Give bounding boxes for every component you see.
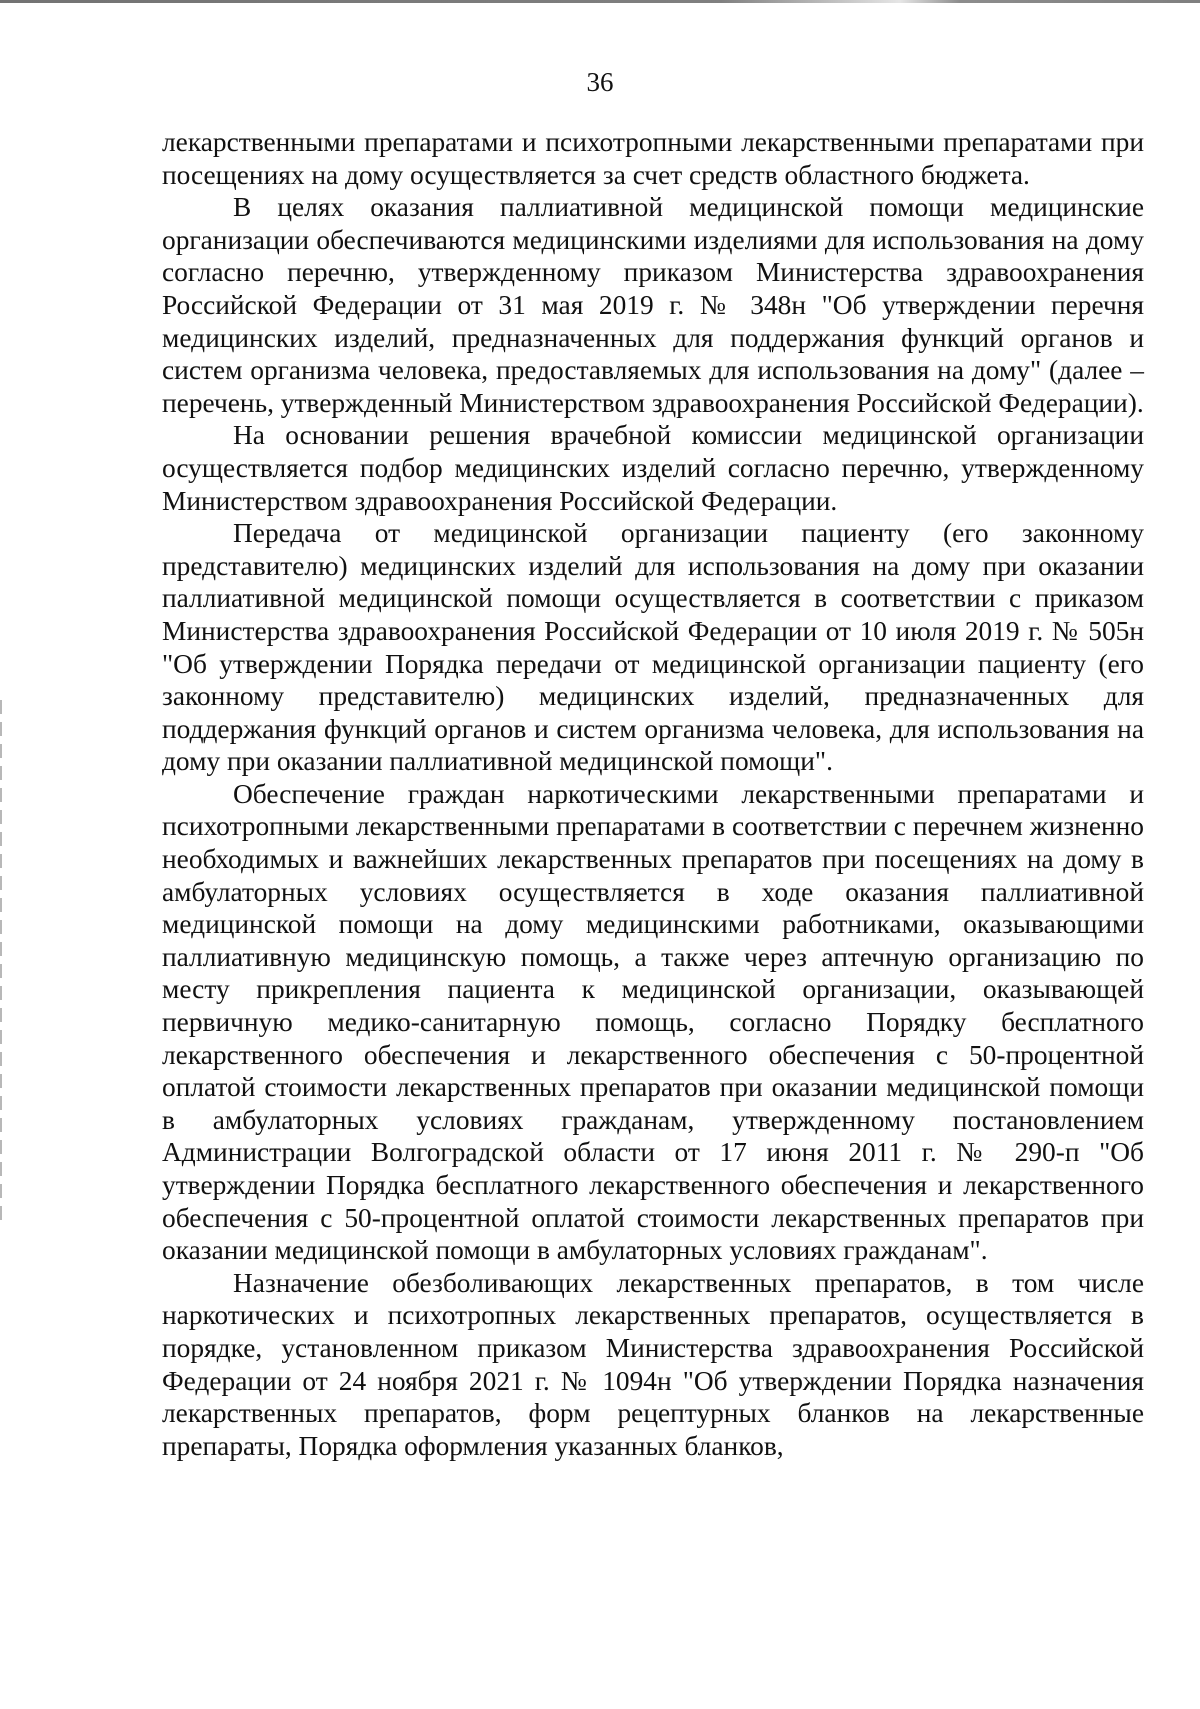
paragraph-analgesic-prescription: Назначение обезболивающих лекарственных препаратов, в том числе наркотических и психотропных лекарственных препаратов, осуществляется в порядке, установленном приказом Министерства здравоохранения Российской Федерации от 24 ноября 2021 г. № 1094н "Об утверждении Порядка назначения лекарственных препаратов, форм рецептурных бланков на лекарственные препараты, Порядка оформления указанных бланков, [162, 1267, 1144, 1461]
page-number: 36 [586, 67, 614, 97]
document-body [162, 126, 1144, 1462]
paragraph-device-transfer-to-patient: Передача от медицинской организации пациенту (его законному представителю) медицинских изделий для использования на дому при оказании паллиативной медицинской помощи осуществляется в соответствии с приказом Министерства здравоохранения Российской Федерации от 10 июля 2019 г. № 505н "Об утверждении Порядка передачи от медицинской организации пациенту (его законному представителю) медицинских изделий, предназначенных для поддержания функций органов и систем организма человека, для использования на дому при оказании паллиативной медицинской помощи". [162, 518, 1144, 777]
paragraph-medical-commission-selection: На основании решения врачебной комиссии медицинской организации осуществляется подбор медицинских изделий согласно перечню, утвержденному Министерством здравоохранения Российской Федерации. [162, 420, 1144, 516]
scan-edge-left [0, 700, 2, 1220]
scan-edge-top [0, 0, 1200, 3]
paragraph-medical-devices-provision: В целях оказания паллиативной медицинской помощи медицинские организации обеспечиваются медицинскими изделиями для использования на дому согласно перечню, утвержденному приказом Министерства здравоохранения Российской Федерации от 31 мая 2019 г. № 348н "Об утверждении перечня медицинских изделий, предназначенных для поддержания функций органов и систем организма человека, предоставляемых для использования на дому" (далее – перечень, утвержденный Министерством здравоохранения Российской Федерации). [162, 192, 1144, 418]
paragraph-narcotic-drug-supply: Обеспечение граждан наркотическими лекарственными препаратами и психотропными лекарственными препаратами в соответствии с перечнем жизненно необходимых и важнейших лекарственных препаратов при посещениях на дому в амбулаторных условиях осуществляется в ходе оказания паллиативной медицинской помощи на дому медицинскими работниками, оказывающими паллиативную медицинскую помощь, а также через аптечную организацию по месту прикрепления пациента к медицинской организации, оказывающей первичную медико-санитарную помощь, согласно Порядку бесплатного лекарственного обеспечения и лекарственного обеспечения с 50-процентной оплатой стоимости лекарственных препаратов при оказании медицинской помощи в амбулаторных условиях гражданам, утвержденному постановлением Администрации Волгоградской области от 17 июня 2011 г. № 290-п "Об утверждении Порядка бесплатного лекарственного обеспечения и лекарственного обеспечения с 50-процентной оплатой стоимости лекарственных препаратов при оказании медицинской помощи в амбулаторных условиях гражданам". [162, 778, 1144, 1266]
paragraph-continued-from-previous-page: лекарственными препаратами и психотропными лекарственными препаратами при посещениях на дому осуществляется за счет средств областного бюджета. [162, 127, 1144, 190]
